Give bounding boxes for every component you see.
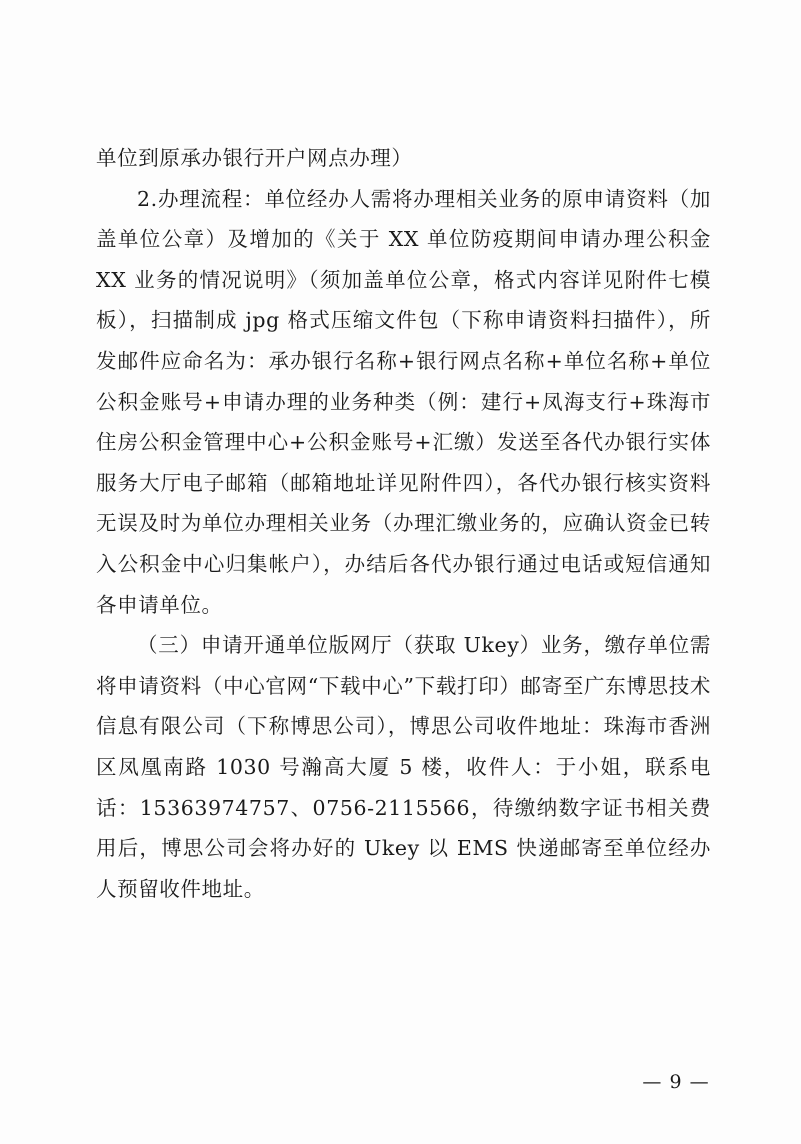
document-body [96, 138, 711, 909]
paragraph-continuation: 单位到原承办银行开户网点办理） [96, 146, 413, 170]
paragraph-ukey: （三）申请开通单位版网厅（获取 Ukey）业务，缴存单位需将申请资料（中心官网“下载中心”下载打印）邮寄至广东博思技术信息有限公司（下称博思公司），博思公司收件地址：珠海市香洲区凤凰南路 1030 号瀚高大厦 5 楼，收件人：于小姐，联系电话：15363974757、0756-2115566，待缴纳数字证书相关费用后，博思公司会将办好的 Ukey 以 EMS 快递邮寄至单位经办人预留收件地址。 [96, 633, 711, 901]
paragraph-process: 2.办理流程：单位经办人需将办理相关业务的原申请资料（加盖单位公章）及增加的《关于 XX 单位防疫期间申请办理公积金 XX 业务的情况说明》（须加盖单位公章，格式内容详见附件七模板），扫描制成 jpg 格式压缩文件包（下称申请资料扫描件），所发邮件应命名为：承办银行名称+银行网点名称+单位名称+单位公积金账号+申请办理的业务种类（例：建行+凤海支行+珠海市住房公积金管理中心+公积金账号+汇缴）发送至各代办银行实体服务大厅电子邮箱（邮箱地址详见附件四），各代办银行核实资料无误及时为单位办理相关业务（办理汇缴业务的，应确认资金已转入公积金中心归集帐户），办结后各代办银行通过电话或短信通知各申请单位。 [96, 186, 711, 617]
page-number: — 9 — [642, 1071, 710, 1093]
